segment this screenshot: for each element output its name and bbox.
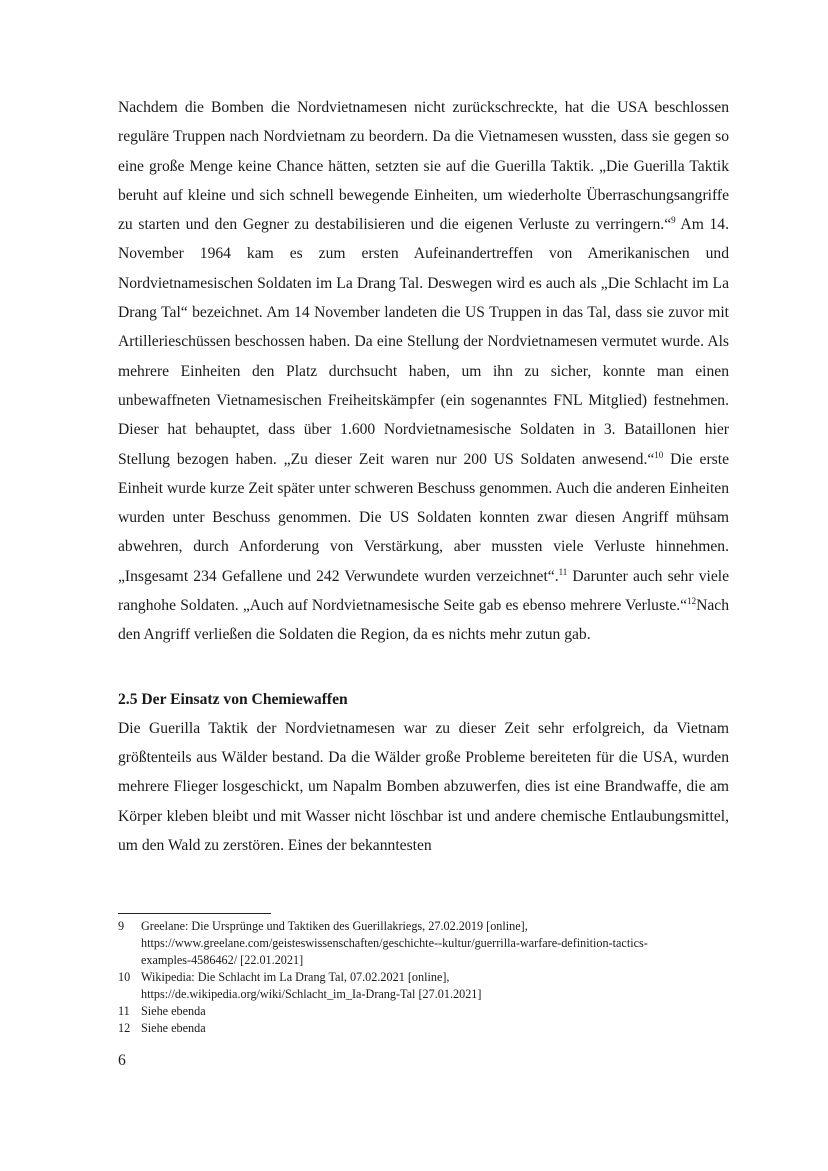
footnote-item [118, 1003, 729, 1020]
paragraph-text: Nach den Angriff verließen die Soldaten die Region, da es nichts mehr zutun gab. [118, 597, 729, 644]
footnote-item [118, 969, 729, 1003]
footnote-text [141, 1003, 729, 1020]
footnote-text [141, 969, 729, 1003]
body-paragraph-1 [118, 93, 729, 650]
footnote-reference: 9 [671, 215, 676, 225]
paragraph-text: Am 14. November 1964 kam es zum ersten Aufeinandertreffen von Amerikanischen und Nordvietnamesischen Soldaten im La Drang Tal. Deswegen wird es auch als „Die Schlacht im La Drang Tal“ bezeichnet. Am 14 November landeten die US Truppen in das Tal, dass sie zuvor mit Artillerieschüssen beschossen haben. Da eine Stellung der Nordvietnamesen vermutet wurde. Als mehrere Einheiten den Platz durchsucht haben, um ihn zu sicher, konnte man einen unbewaffneten Vietnamesischen Freiheitskämpfer (ein sogenanntes FNL Mitglied) festnehmen. Dieser hat behauptet, dass über 1.600 Nordvietnamesische Soldaten in 3. Bataillonen hier Stellung bezogen haben. „Zu dieser Zeit waren nur 200 US Soldaten anwesend.“ [118, 216, 729, 468]
page-number: 6 [118, 1052, 126, 1069]
footnote-line: Wikipedia: Die Schlacht im La Drang Tal, 07.02.2021 [online], [141, 970, 450, 984]
paragraph-text: Die erste Einheit wurde kurze Zeit später unter schweren Beschuss genommen. Auch die anderen Einheiten wurden unter Beschuss genommen. Die US Soldaten konnten zwar diesen Angriff mühsam abwehren, durch Anforderung von Verstärkung, aber mussten viele Verluste hinnehmen. „Insgesamt 234 Gefallene und 242 Verwundete wurden verzeichnet“. [118, 450, 729, 585]
paragraph-text: Darunter auch sehr viele ranghohe Soldaten. „Auch auf Nordvietnamesische Seite gab es ebenso mehrere Verluste.“ [118, 567, 729, 615]
footnotes [118, 918, 729, 1037]
footnote-number: 12 [118, 1021, 131, 1035]
footnote-number: 10 [118, 970, 131, 984]
footnote-line: Greelane: Die Ursprünge und Taktiken des Guerillakriegs, 27.02.2019 [online], [141, 919, 528, 933]
footnote-line: https://www.greelane.com/geisteswissenschaften/geschichte--kultur/guerrilla-warfare-definition-tactics- [141, 936, 648, 950]
footnote-line: Siehe ebenda [141, 1004, 206, 1018]
footnote-number: 9 [118, 919, 125, 933]
footnote-line: https://de.wikipedia.org/wiki/Schlacht_im_Ia-Drang-Tal [27.01.2021] [141, 987, 482, 1001]
footnote-text [141, 918, 729, 969]
paragraph-text: Nachdem die Bomben die Nordvietnamesen nicht zurückschreckte, hat die USA beschlossen reguläre Truppen nach Nordvietnam zu beordern. Da die Vietnamesen wussten, dass sie gegen so eine große Menge keine Chance hätten, setzten sie auf die Guerilla Taktik. „Die Guerilla Taktik beruht auf kleine und sich schnell bewegende Einheiten, um wiederholte Überraschungsangriffe zu starten und den Gegner zu destabilisieren und die eigenen Verluste zu verringern.“ [118, 99, 729, 234]
footnote-reference: 10 [654, 449, 664, 460]
footnote-line: examples-4586462/ [22.01.2021] [141, 953, 304, 967]
body-paragraph-2: Die Guerilla Taktik der Nordvietnamesen war zu dieser Zeit sehr erfolgreich, da Vietnam größtenteils aus Wälder bestand. Da die Wälder große Probleme bereiteten für die USA, wurden mehrere Flieger losgeschickt, um Napalm Bomben abzuwerfen, dies ist eine Brandwaffe, die am Körper kleben bleibt und mit Wasser nicht löschbar ist und andere chemische Entlaubungsmittel, um den Wald zu zerstören. Eines der bekanntesten [118, 719, 729, 854]
footnote-reference: 11 [558, 566, 568, 577]
footnote-reference: 12 [687, 595, 697, 606]
footnote-line: Siehe ebenda [141, 1021, 206, 1035]
section-heading: 2.5 Der Einsatz von Chemiewaffen [118, 690, 348, 708]
footnote-text [141, 1020, 729, 1037]
footnote-item [118, 918, 729, 969]
footnote-number: 11 [118, 1004, 130, 1018]
footnote-item [118, 1020, 729, 1037]
footnote-separator [118, 913, 271, 914]
main-content [118, 93, 729, 860]
